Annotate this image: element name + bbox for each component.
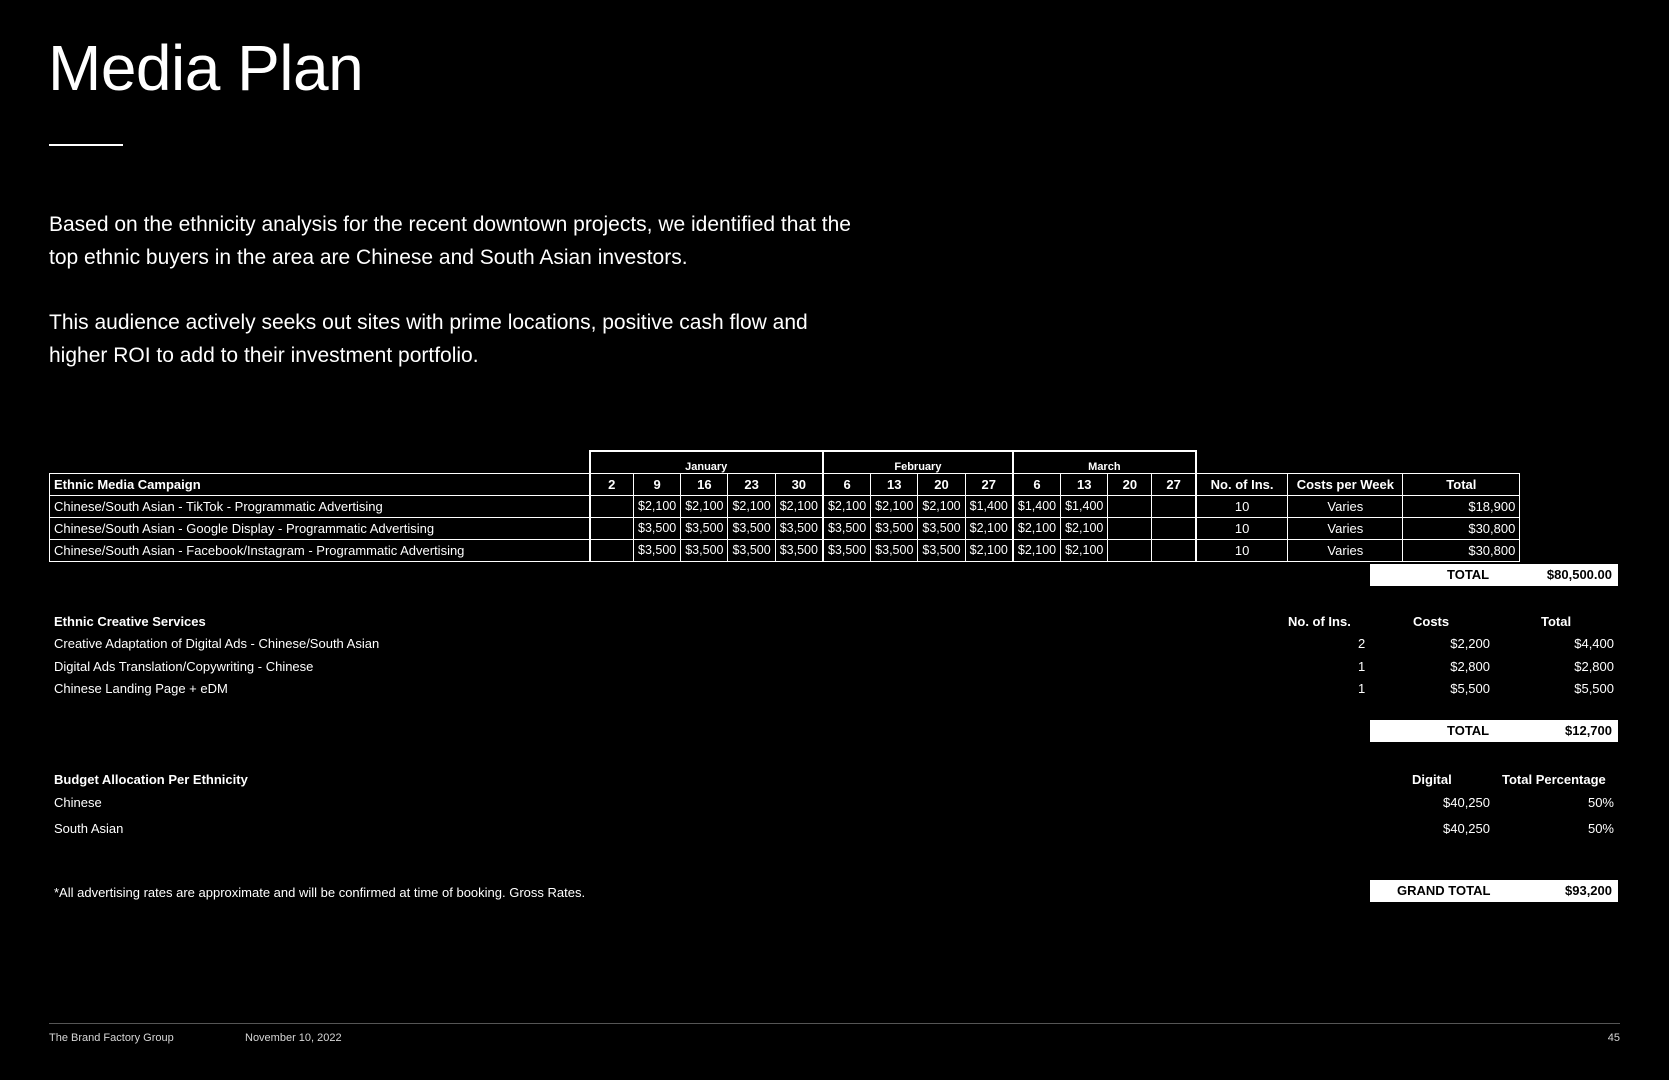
creative-total-value: $12,700 [1565,723,1612,738]
page-number: 45 [1607,1032,1620,1044]
creative-total-box [1370,720,1618,742]
intro-paragraph-2: This audience actively seeks out sites with prime locations, positive cash flow and higher ROI to add to their investment portfolio. [49,311,808,367]
creative-total-header: Total [1541,614,1572,629]
week-cell: $3,500 [918,517,965,539]
week-cell: $2,100 [728,495,775,517]
week-cell: $3,500 [634,517,681,539]
row-total-value: $30,800 [1403,517,1520,539]
row-total-value: $30,800 [1403,539,1520,561]
title-underline [49,144,123,146]
week-header: 6 [1013,473,1061,495]
week-cell: $2,100 [918,495,965,517]
week-cell: $3,500 [823,517,871,539]
week-header: 9 [634,473,681,495]
no-ins-value: 10 [1196,517,1288,539]
cost-per-week-header: Costs per Week [1288,473,1403,495]
week-cell: $3,500 [775,517,823,539]
budget-row-pct: 50% [1587,795,1614,810]
week-cell: $2,100 [823,495,871,517]
week-cell [1108,495,1152,517]
total-header: Total [1403,473,1520,495]
budget-row-pct: 50% [1587,821,1614,836]
week-cell [1152,517,1196,539]
week-cell: $3,500 [634,539,681,561]
cost-per-week-value: Varies [1288,495,1403,517]
week-cell: $3,500 [871,539,918,561]
media-campaign-table [49,450,1520,562]
row-total-value: $18,900 [1403,495,1520,517]
footer-company: The Brand Factory Group [49,1032,174,1044]
campaign-name: Chinese/South Asian - Google Display - Programmatic Advertising [50,517,590,539]
week-cell: $3,500 [681,539,728,561]
month-header: February [823,451,1013,473]
grand-total-box [1370,880,1618,902]
week-cell: $3,500 [728,539,775,561]
grand-total-label: GRAND TOTAL [1397,883,1491,898]
week-cell: $2,100 [1061,517,1108,539]
week-cell [1108,517,1152,539]
creative-row-cost: $2,200 [1450,636,1490,651]
creative-costs-header: Costs [1413,614,1450,629]
creative-row-name: Digital Ads Translation/Copywriting - Chinese [54,659,314,674]
creative-row-name: Creative Adaptation of Digital Ads - Chinese/South Asian [54,636,380,651]
budget-row-digital: $40,250 [1443,795,1490,810]
week-cell [590,539,634,561]
week-cell: $3,500 [823,539,871,561]
month-header: January [590,451,823,473]
creative-row-total: $2,800 [1574,659,1614,674]
week-header: 13 [871,473,918,495]
budget-pct-header: Total Percentage [1502,772,1606,787]
budget-row-digital: $40,250 [1443,821,1490,836]
week-cell: $2,100 [775,495,823,517]
week-header: 27 [965,473,1013,495]
week-header: 20 [1108,473,1152,495]
campaign-total-box [1370,564,1618,586]
week-cell: $2,100 [681,495,728,517]
week-cell: $1,400 [1061,495,1108,517]
creative-row-no-ins: 2 [1358,636,1366,651]
table-row [50,495,1520,517]
week-cell: $2,100 [1061,539,1108,561]
week-cell: $3,500 [918,539,965,561]
campaign-name: Chinese/South Asian - TikTok - Programmatic Advertising [50,495,590,517]
creative-row-total: $4,400 [1574,636,1614,651]
page-title: Media Plan [48,32,364,104]
no-ins-value: 10 [1196,495,1288,517]
week-header: 16 [681,473,728,495]
budget-digital-header: Digital [1412,772,1452,787]
week-cell: $2,100 [965,517,1013,539]
week-header: 23 [728,473,775,495]
footnote: *All advertising rates are approximate and will be confirmed at time of booking. Gross Rates. [54,885,586,900]
campaign-header-label: Ethnic Media Campaign [50,473,590,495]
cost-per-week-value: Varies [1288,517,1403,539]
creative-row-no-ins: 1 [1358,659,1366,674]
intro-paragraph-1: Based on the ethnicity analysis for the recent downtown projects, we identified that the top ethnic buyers in the area are Chinese and South Asian investors. [49,213,851,269]
week-cell [1152,495,1196,517]
week-cell: $2,100 [634,495,681,517]
no-ins-header: No. of Ins. [1196,473,1288,495]
budget-row-name: Chinese [54,795,102,810]
week-cell: $2,100 [1013,517,1061,539]
creative-row-no-ins: 1 [1358,681,1366,696]
week-header: 30 [775,473,823,495]
week-cell: $3,500 [871,517,918,539]
week-cell: $2,100 [1013,539,1061,561]
week-header: 2 [590,473,634,495]
creative-total-label: TOTAL [1447,723,1490,738]
week-cell: $1,400 [965,495,1013,517]
week-header: 20 [918,473,965,495]
week-cell: $3,500 [728,517,775,539]
week-cell: $3,500 [681,517,728,539]
week-cell: $3,500 [775,539,823,561]
creative-row-total: $5,500 [1574,681,1614,696]
creative-heading: Ethnic Creative Services [54,614,206,629]
budget-heading: Budget Allocation Per Ethnicity [54,772,248,787]
week-cell: $1,400 [1013,495,1061,517]
creative-row-name: Chinese Landing Page + eDM [54,681,228,696]
campaign-name: Chinese/South Asian - Facebook/Instagram - Programmatic Advertising [50,539,590,561]
cost-per-week-value: Varies [1288,539,1403,561]
creative-row-cost: $5,500 [1450,681,1490,696]
week-header: 27 [1152,473,1196,495]
week-header: 13 [1061,473,1108,495]
budget-row-name: South Asian [54,821,124,836]
no-ins-value: 10 [1196,539,1288,561]
week-header: 6 [823,473,871,495]
month-header: March [1013,451,1196,473]
footer-divider [49,1023,1620,1024]
footer-date: November 10, 2022 [245,1032,342,1044]
week-cell [1152,539,1196,561]
grand-total-value: $93,200 [1565,883,1612,898]
week-cell [590,517,634,539]
table-row [50,539,1520,561]
creative-row-cost: $2,800 [1450,659,1490,674]
week-cell [1108,539,1152,561]
week-cell: $2,100 [965,539,1013,561]
campaign-total-value: $80,500.00 [1546,567,1612,582]
week-cell: $2,100 [871,495,918,517]
week-cell [590,495,634,517]
creative-no-ins-header: No. of Ins. [1288,614,1351,629]
table-row [50,517,1520,539]
campaign-total-label: TOTAL [1447,567,1490,582]
